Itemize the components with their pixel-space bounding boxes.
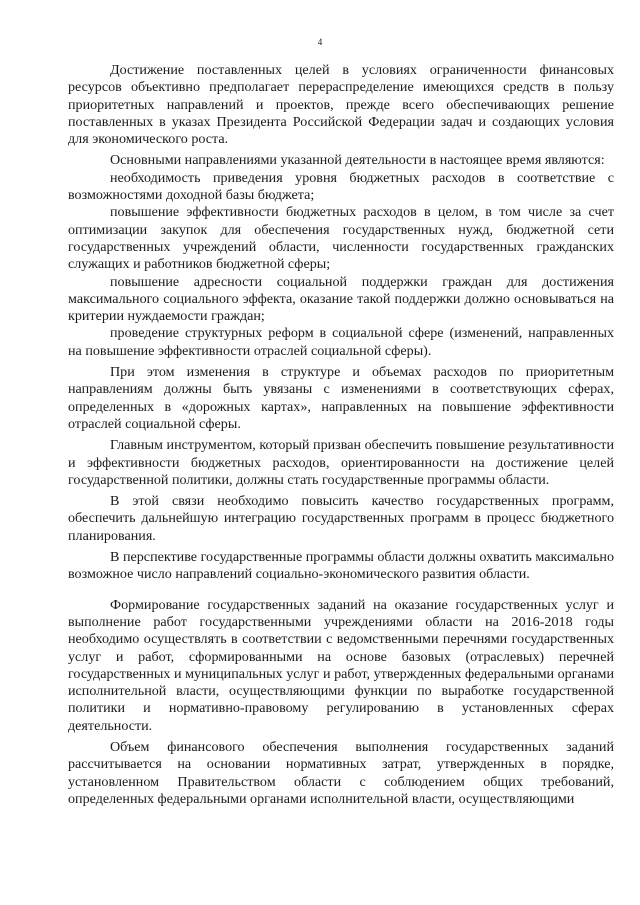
paragraph-social-support: повышение адресности социальной поддержки граждан для достижения максимального социального эффекта, оказание такой поддержки должно основываться на критерии нуждаемости граждан; <box>68 273 614 325</box>
paragraph-financial-support: Объем финансового обеспечения выполнения государственных заданий рассчитывается на основании нормативных затрат, утвержденных в порядке, установленном Правительством области с соблюдением общих требований, определенных федеральными органами исполнительной власти, осуществляющими <box>68 738 614 807</box>
paragraph-program-quality: В этой связи необходимо повысить качество государственных программ, обеспечить дальнейшую интеграцию государственных программ в процесс бюджетного планирования. <box>68 493 614 544</box>
document-body <box>68 62 614 808</box>
paragraph-state-assignments: Формирование государственных заданий на оказание государственных услуг и выполнение работ государственными учреждениями области на 2016-2018 годы необходимо осуществлять в соответствии с ведомственными перечнями государственных услуг и работ, сформированными на основе базовых (отраслевых) перечней государственных и муниципальных услуг и работ, утвержденных федеральными органами исполнительной власти, осуществляющими функции по выработке государственной политики и нормативно-правовому регулированию в установленных сферах деятельности. <box>68 596 614 734</box>
paragraph-main-instrument: Главным инструментом, который призван обеспечить повышение результативности и эффективности бюджетных расходов, ориентированности на достижение целей государственной политики, должны стать государственные программы области. <box>68 437 614 488</box>
paragraph-main-directions: Основными направлениями указанной деятельности в настоящее время являются: <box>110 152 605 169</box>
paragraph-structural-reforms: проведение структурных реформ в социальной сфере (изменений, направленных на повышение эффективности отраслей социальной сферы). <box>68 325 614 359</box>
page-number: 4 <box>317 37 323 47</box>
paragraph-budget-level: необходимость приведения уровня бюджетных расходов в соответствие с возможностями доходной базы бюджета; <box>68 169 614 204</box>
paragraph-program-coverage: В перспективе государственные программы области должны охватить максимально возможное число направлений социально-экономического развития области. <box>68 549 614 583</box>
paragraph-roadmaps: При этом изменения в структуре и объемах расходов по приоритетным направлениям должны быть увязаны с изменениями в соответствующих сферах, определенных в «дорожных картах», направленных на повышение эффективности отраслей социальной сферы. <box>68 364 614 432</box>
paragraph-budget-redistribution: Достижение поставленных целей в условиях ограниченности финансовых ресурсов объективно предполагает перераспределение имеющихся средств в пользу приоритетных направлений и проектов, прежде всего обеспечивающих решение поставленных в указах Президента Российской Федерации задач и создающих условия для экономического роста. <box>68 62 614 148</box>
paragraph-efficiency: повышение эффективности бюджетных расходов в целом, в том числе за счет оптимизации закупок для обеспечения государственных нужд, бюджетной сети государственных учреждений области, численности государственных гражданских служащих и работников бюджетной сферы; <box>68 204 614 273</box>
